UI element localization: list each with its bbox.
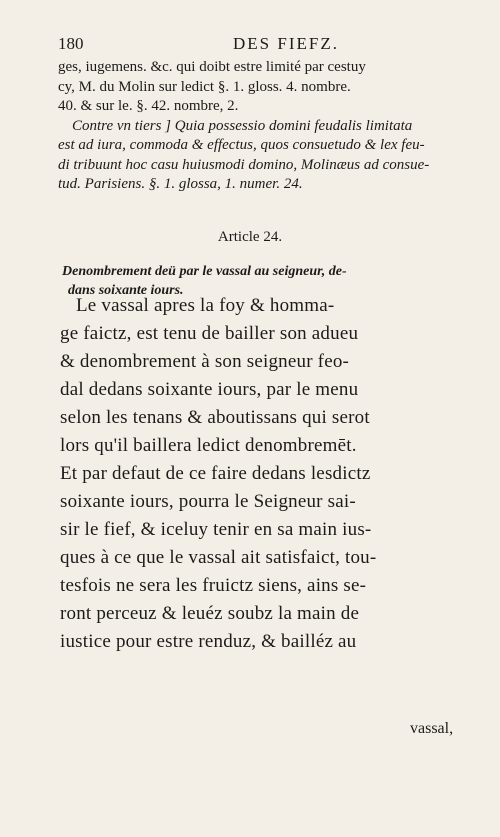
body-line: Et par defaut de ce faire dedans lesdictz xyxy=(60,463,371,484)
note-line: cy, M. du Molin sur ledict §. 1. gloss. 4. nombre. xyxy=(58,78,351,95)
catchword: vassal, xyxy=(410,720,454,737)
article-heading: Article 24. xyxy=(217,229,283,245)
body-line: ge faictz, est tenu de bailler son adueu xyxy=(60,323,359,344)
note-line: est ad iura, commoda & effectus, quos consuetudo & lex feu- xyxy=(58,137,425,153)
note-line: 40. & sur le. §. 42. nombre, 2. xyxy=(58,98,239,114)
body-line: dal dedans soixante iours, par le menu xyxy=(60,379,359,400)
page-number: 180 xyxy=(58,34,84,53)
body-line: selon les tenans & aboutissans qui serot xyxy=(60,407,370,428)
page-header xyxy=(58,34,455,56)
body-line: ques à ce que le vassal ait satisfaict, tou- xyxy=(60,547,377,568)
body-line: tesfois ne sera les fruictz siens, ains se- xyxy=(60,575,367,596)
subheading-line: Denombrement deü par le vassal au seigneur, de- xyxy=(62,264,347,279)
subheading-line: dans soixante iours. xyxy=(68,283,184,298)
running-title: DES FIEFZ. xyxy=(233,34,339,53)
body-line: sir le fief, & iceluy tenir en sa main ius- xyxy=(60,519,372,540)
body-line: Le vassal apres la foy & homma- xyxy=(76,295,335,316)
note-line: ges, iugemens. &c. qui doibt estre limité par cestuy xyxy=(58,59,366,75)
body-line: lors qu'il baillera ledict denombremēt. xyxy=(60,435,357,456)
commentary-notes xyxy=(58,58,488,195)
note-line: Contre vn tiers ] Quia possessio domini feudalis limitata xyxy=(72,117,413,134)
body-line: ront perceuz & leuéz soubz la main de xyxy=(60,603,360,624)
body-line: soixante iours, pourra le Seigneur sai- xyxy=(60,491,356,512)
note-line: di tribuunt hoc casu huiusmodi domino, Molinæus ad consue- xyxy=(58,156,430,173)
body-line: iustice pour estre renduz, & bailléz au xyxy=(60,631,357,652)
note-line: tud. Parisiens. §. 1. glossa, 1. numer. 24. xyxy=(58,176,303,192)
body-line: & denombrement à son seigneur feo- xyxy=(60,351,350,372)
article-body xyxy=(60,292,490,656)
